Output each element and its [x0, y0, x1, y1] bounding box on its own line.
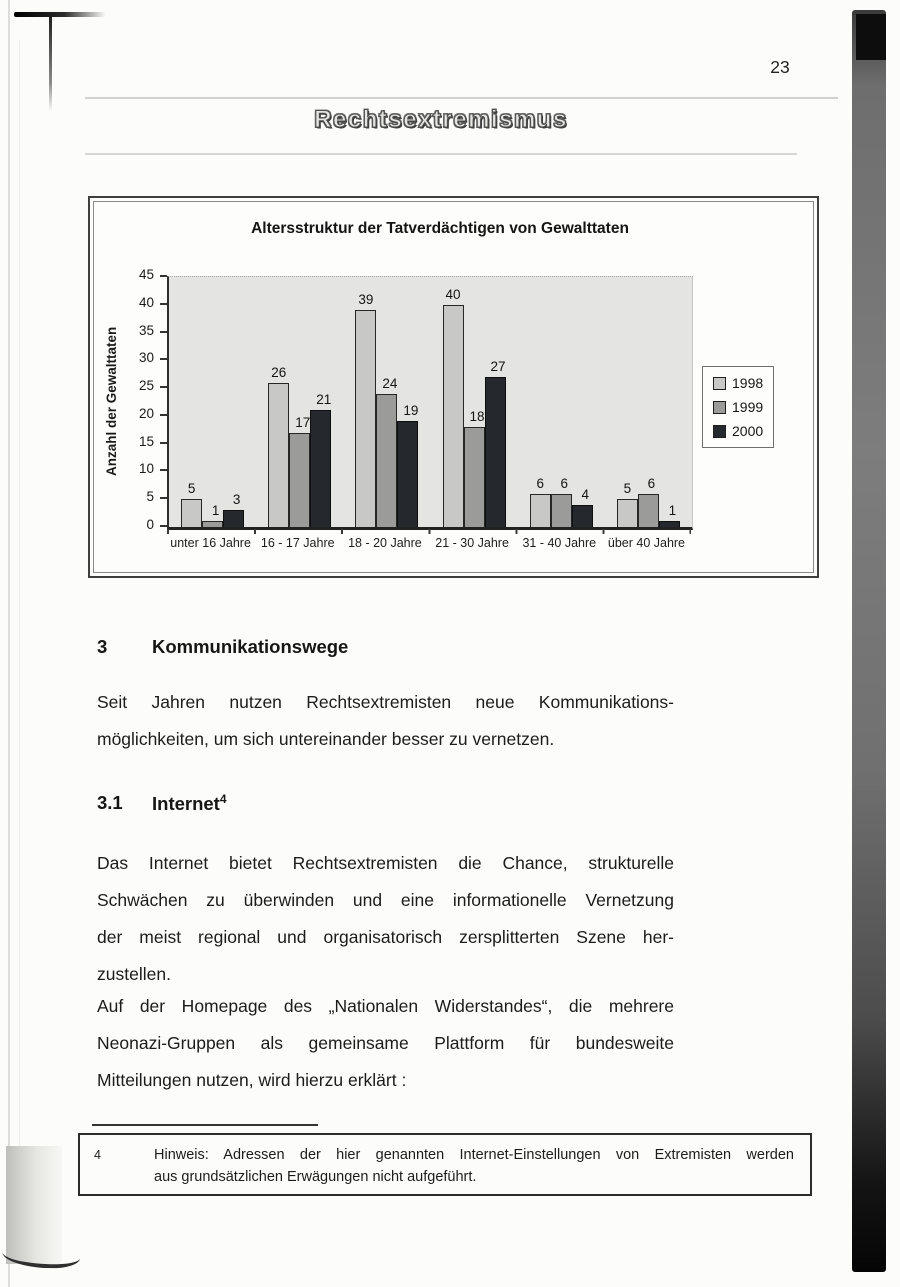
- y-axis-tick-label: 5: [146, 489, 154, 505]
- section-title: Internet$^4$: [152, 792, 227, 815]
- y-axis-tick-mark: [160, 358, 167, 360]
- bar-value-label: 4: [581, 487, 589, 502]
- bar-1999: [464, 427, 485, 527]
- x-axis-tick-label: 21 - 30 Jahre: [435, 536, 509, 550]
- text-line: zustellen.: [97, 964, 171, 984]
- section-title: Kommunikationswege: [152, 636, 349, 657]
- bar-value-label: 1: [211, 503, 220, 518]
- bar-group: [355, 277, 418, 527]
- book-spine-shadow-top: [856, 14, 886, 60]
- y-axis-tick-mark: [160, 386, 167, 388]
- y-axis-tick-label: 25: [138, 378, 154, 394]
- bar-value-label: 5: [187, 481, 196, 496]
- y-axis-tick-mark: [160, 331, 167, 333]
- page-curl-edge: [2, 1245, 81, 1269]
- page-left-edge-line-2: [19, 40, 20, 1220]
- bar-group: [530, 277, 593, 527]
- text-line: Das Internet bietet Rechtsextremisten die Chance, strukturelle: [97, 853, 674, 873]
- bar-group: [443, 277, 506, 527]
- y-axis-tick-mark: [160, 469, 167, 471]
- chart-frame: [88, 196, 819, 578]
- legend-entry-1998: [713, 375, 763, 391]
- footnote-number: 4: [94, 1148, 101, 1162]
- x-axis-labels: [167, 536, 690, 550]
- chart-title: Altersstruktur der Tatverdächtigen von Gewalttaten: [251, 220, 629, 237]
- text-line: Mitteilungen nutzen, wird hierzu erklärt :: [97, 1070, 407, 1090]
- bar-value-label: 5: [623, 481, 632, 496]
- bar-group: [617, 277, 680, 527]
- section-heading-3-1: [97, 792, 227, 815]
- bar-value-label: 21: [316, 392, 332, 407]
- bar-value-label: 1: [668, 503, 677, 518]
- bar-value-label: 6: [536, 476, 544, 491]
- text-line: der meist regional und organisatorisch zersplitterten Szene her-: [97, 927, 674, 947]
- bar-group: [181, 277, 244, 527]
- bar-value-label: 24: [382, 376, 398, 391]
- book-spine-shadow: [852, 10, 886, 1272]
- bar-value-label: 6: [560, 476, 568, 491]
- bar-1998: [181, 499, 202, 527]
- header-rule-top: [85, 97, 838, 99]
- bar-1999: [202, 521, 223, 527]
- page-left-edge-line: [8, 0, 10, 1287]
- y-axis-tick-mark: [160, 442, 167, 444]
- text-line: Hinweis: Adressen der hier genannten Internet-Einstellungen von Extremisten werden: [154, 1147, 794, 1163]
- paragraph: [97, 988, 674, 1099]
- bar-2000: [485, 377, 506, 527]
- y-axis-tick-mark: [160, 414, 167, 416]
- legend-label: 1999: [732, 399, 764, 415]
- bar-1999: [638, 494, 659, 527]
- x-axis-tick-marks: [167, 529, 691, 534]
- section-number: 3.1: [97, 792, 123, 813]
- text-line: Auf der Homepage des „Nationalen Widerstandes“, die mehrere: [97, 996, 674, 1016]
- legend-entry-1999: [713, 399, 763, 415]
- y-axis-tick-label: 35: [138, 322, 154, 338]
- bar-1998: [443, 305, 464, 527]
- section-heading-3: [97, 636, 348, 658]
- y-axis-tick-label: 30: [138, 350, 154, 366]
- scan-corner-mark-vertical: [49, 15, 52, 111]
- scan-corner-mark-horizontal: [14, 12, 106, 17]
- legend-label: 2000: [732, 423, 764, 439]
- bar-value-label: 3: [232, 492, 241, 507]
- y-axis-tick-label: 45: [138, 267, 154, 282]
- y-axis-tick-label: 40: [138, 294, 154, 310]
- y-axis-tick-label: 20: [138, 405, 154, 421]
- bar-value-label: 17: [295, 415, 311, 430]
- x-axis-tick-label: 16 - 17 Jahre: [260, 536, 335, 550]
- header-rule-bottom: [85, 153, 797, 155]
- x-axis-tick-label: 31 - 40 Jahre: [522, 536, 597, 550]
- text-line: Schwächen zu überwinden und eine informationelle Vernetzung: [97, 890, 674, 910]
- chart-plot-area: [167, 276, 693, 530]
- bar-1999: [376, 394, 397, 527]
- footnote-box: [78, 1133, 812, 1196]
- y-axis-tick-mark: [160, 303, 167, 305]
- bar-group: [268, 277, 331, 527]
- bar-1998: [355, 310, 376, 527]
- x-axis-tick-label: 18 - 20 Jahre: [348, 536, 422, 550]
- y-axis-ticks: [90, 267, 167, 532]
- legend-swatch: [713, 401, 726, 414]
- bar-value-label: 40: [445, 287, 461, 302]
- x-axis-tick-label: unter 16 Jahre: [170, 536, 251, 550]
- y-axis-tick-mark: [160, 275, 167, 277]
- y-axis-tick-label: 15: [138, 433, 154, 449]
- y-axis-tick-label: 0: [146, 517, 154, 532]
- bar-2000: [397, 421, 418, 527]
- section-number: 3: [97, 636, 108, 657]
- y-axis-tick-mark: [160, 497, 167, 499]
- bar-1998: [530, 494, 551, 527]
- paragraph: [97, 845, 674, 993]
- text-line: möglichkeiten, um sich untereinander besser zu vernetzen.: [97, 729, 555, 749]
- y-axis-tick-label: 10: [138, 461, 154, 477]
- paragraph: [97, 684, 674, 758]
- bar-1998: [268, 383, 289, 527]
- bar-value-label: 18: [469, 409, 485, 424]
- document-title: Rechtsextremismus: [314, 106, 568, 133]
- legend-label: 1998: [732, 375, 764, 391]
- bar-2000: [223, 510, 244, 527]
- y-axis-tick-mark: [160, 525, 167, 527]
- footnote-text: [154, 1135, 810, 1194]
- chart-legend: [702, 366, 774, 448]
- x-axis-tick-label: über 40 Jahre: [607, 536, 686, 550]
- text-line: aus grundsätzlichen Erwägungen nicht aufgeführt.: [154, 1169, 477, 1185]
- bar-value-label: 19: [403, 403, 419, 418]
- bar-2000: [310, 410, 331, 527]
- legend-swatch: [713, 425, 726, 438]
- legend-entry-2000: [713, 423, 763, 439]
- bar-1998: [617, 499, 638, 527]
- page-number: 23: [770, 57, 790, 77]
- bar-value-label: 39: [358, 292, 374, 307]
- legend-swatch: [713, 377, 726, 390]
- bar-value-label: 6: [647, 476, 656, 491]
- text-line: Seit Jahren nutzen Rechtsextremisten neue Kommunikations-: [97, 692, 674, 712]
- bar-1999: [551, 494, 572, 527]
- y-axis-title: Anzahl der Gewalttaten: [104, 326, 119, 476]
- bar-1999: [289, 433, 310, 527]
- footnote-separator-rule: [92, 1124, 318, 1126]
- footnote-reference: 4: [219, 792, 227, 806]
- text-line: Neonazi-Gruppen als gemeinsame Plattform für bundesweite: [97, 1033, 674, 1053]
- bar-value-label: 26: [271, 365, 287, 380]
- bar-value-label: 27: [490, 359, 506, 374]
- bar-2000: [659, 521, 680, 527]
- bar-2000: [572, 505, 593, 527]
